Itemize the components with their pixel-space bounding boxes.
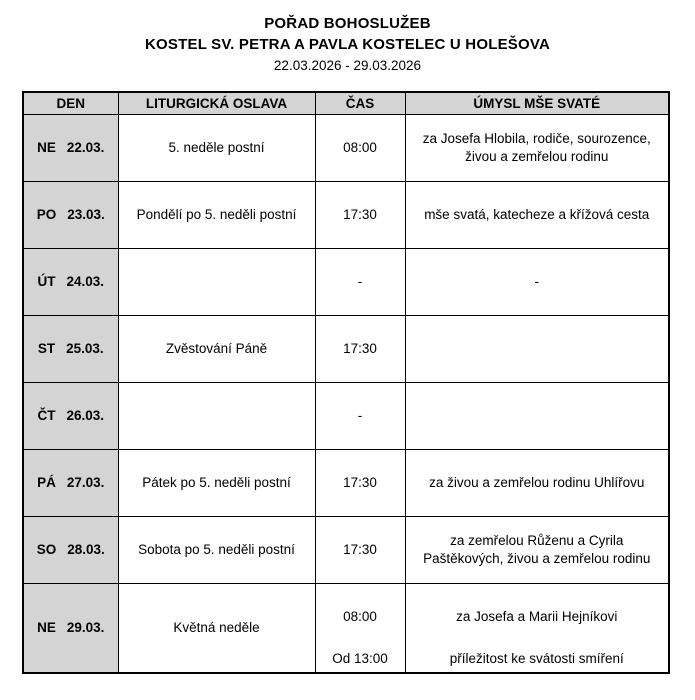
intention-cell [405,382,669,449]
celebration-cell: 5. neděle postní [118,114,315,181]
schedule-table [22,91,670,674]
col-header-liturgicka-oslava: LITURGICKÁ OSLAVA [118,92,315,114]
time-cell: - [315,382,405,449]
day-cell [23,449,118,516]
header-row [23,92,669,114]
intention-entry: příležitost ke svátosti smíření [449,650,624,666]
time-entry: 08:00 [343,608,377,624]
time-cell: - [315,248,405,315]
day-date: 27.03. [66,475,105,490]
time-cell: 08:00 [315,114,405,181]
celebration-cell: Pátek po 5. neděli postní [118,449,315,516]
day-abbrev: SO [36,542,57,557]
celebration-cell [118,382,315,449]
day-abbrev: NE [37,140,56,155]
intention-entry: za Josefa a Marii Hejníkovi [456,608,618,624]
intention-cell: mše svatá, katecheze a křížová cesta [405,181,669,248]
day-date: 22.03. [66,140,105,155]
day-abbrev: ÚT [37,274,56,289]
day-cell [23,382,118,449]
table-row [23,583,669,673]
time-cell [315,583,405,673]
page-subtitle: KOSTEL SV. PETRA A PAVLA KOSTELEC U HOLEŠOVA [145,36,550,53]
table-row [23,315,669,382]
day-abbrev: NE [37,620,56,636]
time-cell: 17:30 [315,449,405,516]
time-entry: Od 13:00 [332,650,388,666]
col-header-den: DEN [23,92,118,114]
col-header-cas: ČAS [315,92,405,114]
intention-cell: - [405,248,669,315]
day-abbrev: PÁ [37,475,56,490]
table-row [23,516,669,583]
day-date: 29.03. [66,620,105,636]
day-abbrev: ČT [37,408,56,423]
intention-cell [405,583,669,673]
celebration-cell: Zvěstování Páně [118,315,315,382]
celebration-cell: Květná neděle [118,583,315,673]
day-date: 26.03. [66,408,105,423]
document-header [22,13,673,76]
celebration-cell: Sobota po 5. neděli postní [118,516,315,583]
day-cell [23,516,118,583]
day-cell [23,114,118,181]
day-cell [23,583,118,673]
date-range: 22.03.2026 - 29.03.2026 [273,58,422,73]
table-row [23,382,669,449]
day-cell [23,248,118,315]
day-cell [23,181,118,248]
day-cell [23,315,118,382]
time-cell: 17:30 [315,315,405,382]
intention-cell [405,315,669,382]
intention-cell: za Josefa Hlobila, rodiče, sourozence, živou a zemřelou rodinu [405,114,669,181]
day-abbrev: ST [37,341,56,356]
col-header-umysl: ÚMYSL MŠE SVATÉ [405,92,669,114]
time-cell: 17:30 [315,516,405,583]
day-abbrev: PO [36,207,57,222]
table-row [23,449,669,516]
table-row [23,114,669,181]
day-date: 23.03. [67,207,105,222]
time-cell: 17:30 [315,181,405,248]
page-title: POŘAD BOHOSLUŽEB [264,15,431,32]
day-date: 25.03. [66,341,104,356]
table-row [23,248,669,315]
intention-cell: za zemřelou Růženu a Cyrila Paštěkových, živou a zemřelou rodinu [405,516,669,583]
table-row [23,181,669,248]
celebration-cell: Pondělí po 5. neděli postní [118,181,315,248]
day-date: 24.03. [66,274,105,289]
day-date: 28.03. [67,542,105,557]
celebration-cell [118,248,315,315]
intention-cell: za živou a zemřelou rodinu Uhlířovu [405,449,669,516]
